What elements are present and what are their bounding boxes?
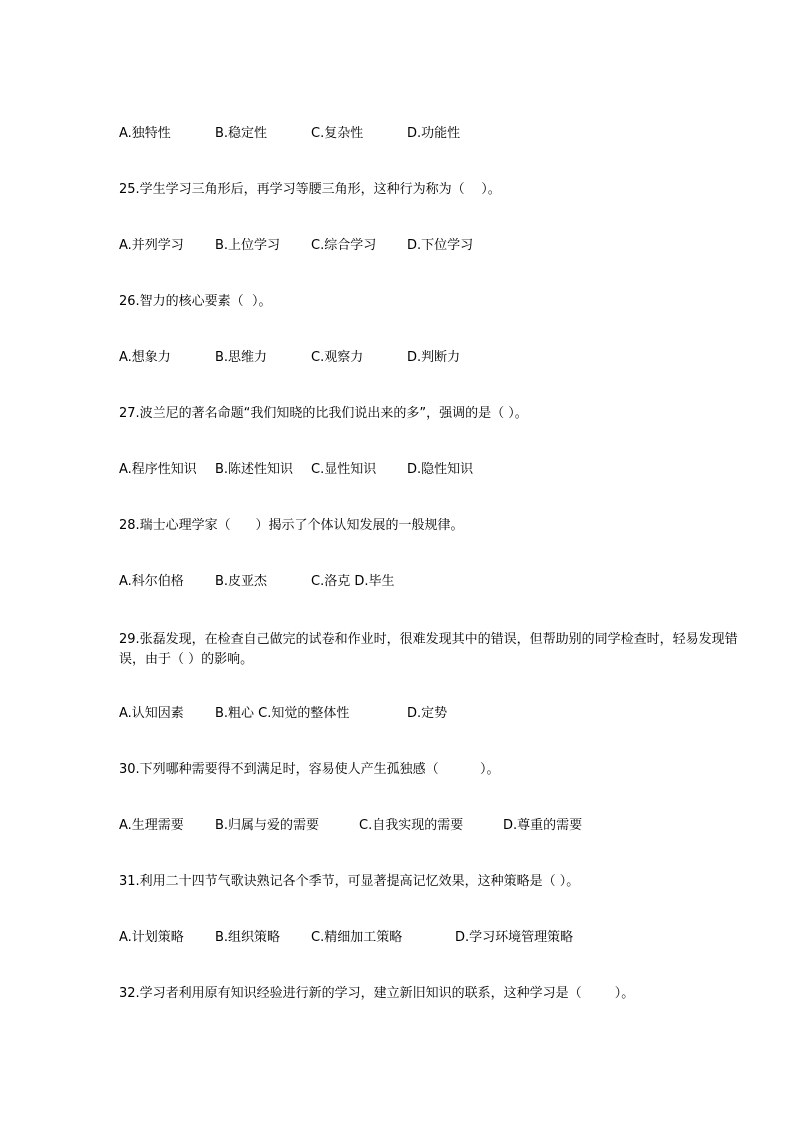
options-row xyxy=(119,706,448,770)
option: C.精细加工策略 xyxy=(311,930,403,945)
option: A.科尔伯格 xyxy=(119,574,184,589)
question-31: 31.利用二十四节气歌诀熟记各个季节，可显著提高记忆效果，这种策略是（ ）。 xyxy=(119,874,580,889)
option: D.隐性知识 xyxy=(407,462,474,477)
option: C.洛克 D.毕生 xyxy=(311,574,395,589)
question-28: 28.瑞士心理学家（ ）揭示了个体认知发展的一般规律。 xyxy=(119,518,464,533)
option: D.学习环境管理策略 xyxy=(455,930,574,945)
option: B.思维力 xyxy=(215,350,268,365)
option: B.陈述性知识 xyxy=(215,462,294,477)
option: D.判断力 xyxy=(407,350,461,365)
option: B.粗心 C.知觉的整体性 xyxy=(215,706,350,721)
option: C.显性知识 xyxy=(311,462,377,477)
option: B.皮亚杰 xyxy=(215,574,268,589)
question-32: 32.学习者利用原有知识经验进行新的学习，建立新旧知识的联系，这种学习是（ ）。 xyxy=(119,986,635,1001)
question-30: 30.下列哪种需要得不到满足时，容易使人产生孤独感（ ）。 xyxy=(119,762,500,777)
option: A.并列学习 xyxy=(119,238,184,253)
option: A.独特性 xyxy=(119,126,171,141)
option: A.认知因素 xyxy=(119,706,184,721)
option: A.程序性知识 xyxy=(119,462,197,477)
option: B.上位学习 xyxy=(215,238,281,253)
question-25: 25.学生学习三角形后，再学习等腰三角形，这种行为称为（ ）。 xyxy=(119,182,501,197)
option: A.计划策略 xyxy=(119,930,184,945)
options-row xyxy=(119,574,395,638)
question-26: 26.智力的核心要素（ ）。 xyxy=(119,294,272,309)
option: A.生理需要 xyxy=(119,818,184,833)
option: D.尊重的需要 xyxy=(503,818,583,833)
option: D.定势 xyxy=(407,706,448,721)
option: D.功能性 xyxy=(407,126,461,141)
option: C.综合学习 xyxy=(311,238,377,253)
option: B.组织策略 xyxy=(215,930,281,945)
option: B.归属与爱的需要 xyxy=(215,818,320,833)
option: C.自我实现的需要 xyxy=(359,818,464,833)
question-29: 29.张磊发现，在检查自己做完的试卷和作业时，很难发现其中的错误，但帮助别的同学检查时，轻易发现错误，由于（ ）的影响。 xyxy=(119,632,738,667)
option: C.观察力 xyxy=(311,350,364,365)
option: A.想象力 xyxy=(119,350,171,365)
option: C.复杂性 xyxy=(311,126,364,141)
option: B.稳定性 xyxy=(215,126,268,141)
option: D.下位学习 xyxy=(407,238,474,253)
question-27: 27.波兰尼的著名命题“我们知晓的比我们说出来的多”，强调的是（ ）。 xyxy=(119,406,528,421)
